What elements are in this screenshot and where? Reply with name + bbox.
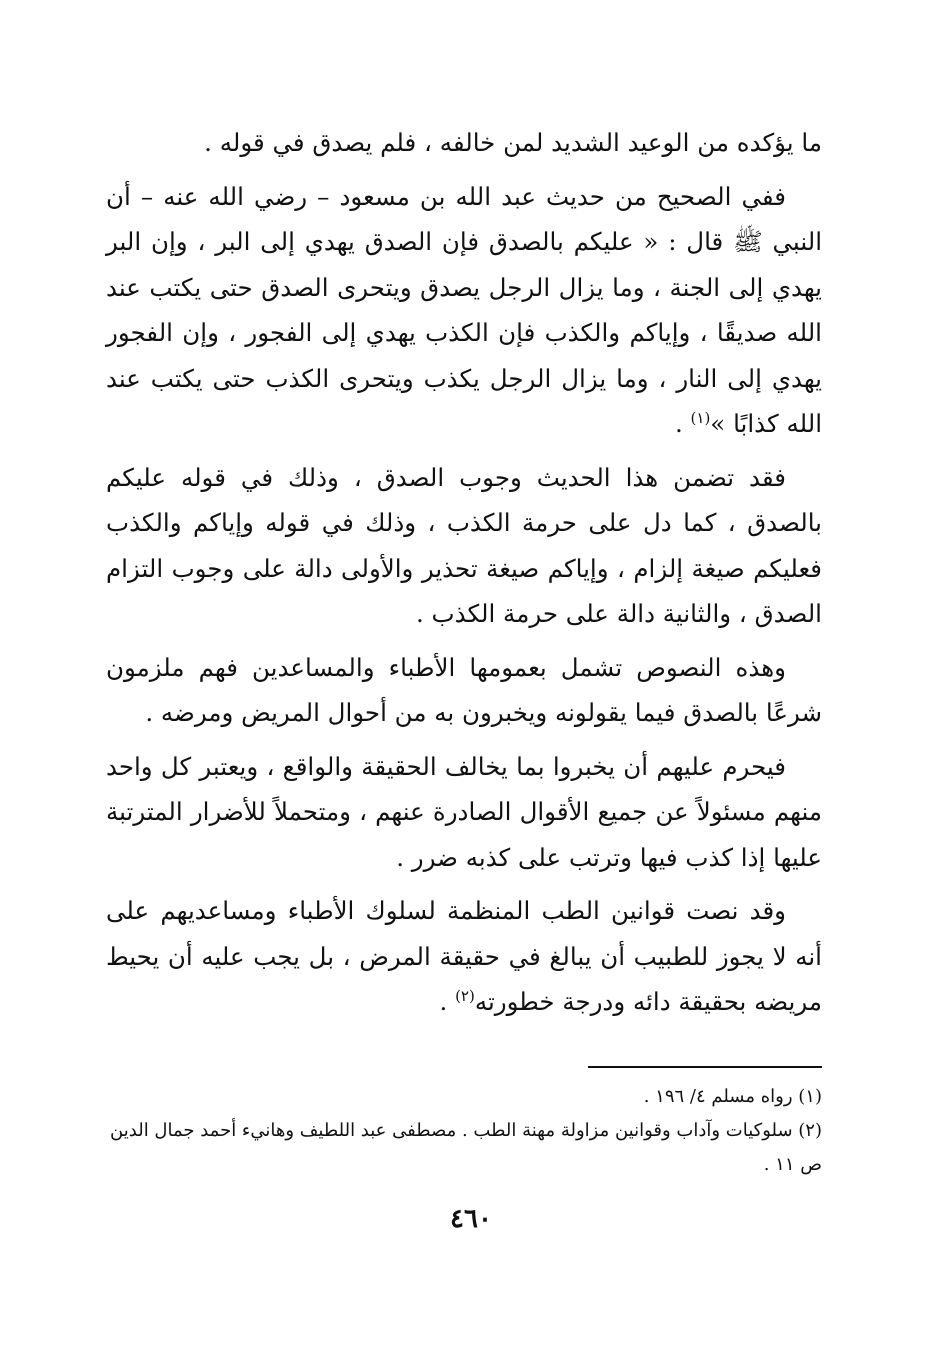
paragraph-5 — [106, 744, 822, 881]
paragraph-6-tail: . — [439, 987, 456, 1016]
footnote-reference-2: (٢) — [455, 986, 475, 1005]
paragraph-4-text: وهذه النصوص تشمل بعمومها الأطباء والمساعدين فهم ملزمون شرعًا بالصدق فيما يقولونه ويخبرون به من أحوال المريض ومرضه . — [106, 652, 822, 727]
paragraph-2-hadith — [106, 174, 822, 447]
paragraph-5-text: فيحرم عليهم أن يخبروا بما يخالف الحقيقة والواقع ، ويعتبر كل واحد منهم مسئولاً عن جميع الأقوال الصادرة عنهم ، ومتحملاً للأضرار المترتبة عليها إذا كذب فيها وترتب على كذبه ضرر . — [106, 751, 822, 872]
paragraph-3-text: فقد تضمن هذا الحديث وجوب الصدق ، وذلك في قوله عليكم بالصدق ، كما دل على حرمة الكذب ، وذلك في قوله وإياكم والكذب فعليكم صيغة إلزام ، وإياكم صيغة تحذير والأولى دالة على وجوب التزام الصدق ، والثانية دالة على حرمة الكذب . — [106, 462, 822, 628]
paragraph-2-text: ففي الصحيح من حديث عبد الله بن مسعود – رضي الله عنه – أن النبي ﷺ قال : « عليكم بالصدق فإن الصدق يهدي إلى البر ، وإن البر يهدي إلى الجنة ، وما يزال الرجل يصدق ويتحرى الصدق حتى يكتب عند الله صديقًا ، وإياكم والكذب فإن الكذب يهدي إلى الفجور ، وإن الفجور يهدي إلى النار ، وما يزال الرجل يكذب ويتحرى الكذب حتى يكتب عند الله كذابًا » — [106, 181, 822, 438]
paragraph-2-tail: . — [674, 409, 691, 438]
paragraph-3 — [106, 455, 822, 637]
paragraph-1 — [106, 120, 822, 166]
footnote-reference-1: (١) — [690, 408, 711, 427]
paragraph-6-text: وقد نصت قوانين الطب المنظمة لسلوك الأطباء ومساعديهم على أنه لا يجوز للطبيب أن يبالغ في حقيقة المرض ، بل يجب عليه أن يحيط مريضه بحقيقة دائه ودرجة خطورته — [106, 896, 822, 1016]
footnote-1: (١) رواه مسلم ٤/ ١٩٦ . — [643, 1086, 822, 1107]
paragraph-6 — [106, 888, 822, 1025]
paragraph-4 — [106, 645, 822, 736]
paragraph-1-text: ما يؤكده من الوعيد الشديد لمن خالفه ، فلم يصدق في قوله . — [204, 128, 822, 157]
page-number: ٤٦٠ — [450, 1204, 492, 1234]
footnotes — [106, 1080, 822, 1182]
footnote-separator — [588, 1066, 822, 1068]
main-text — [106, 120, 822, 1033]
footnote-2: (٢) سلوكيات وآداب وقوانين مزاولة مهنة الطب . مصطفى عبد اللطيف وهانيء أحمد جمال الدين ص ١١ . — [110, 1120, 822, 1175]
